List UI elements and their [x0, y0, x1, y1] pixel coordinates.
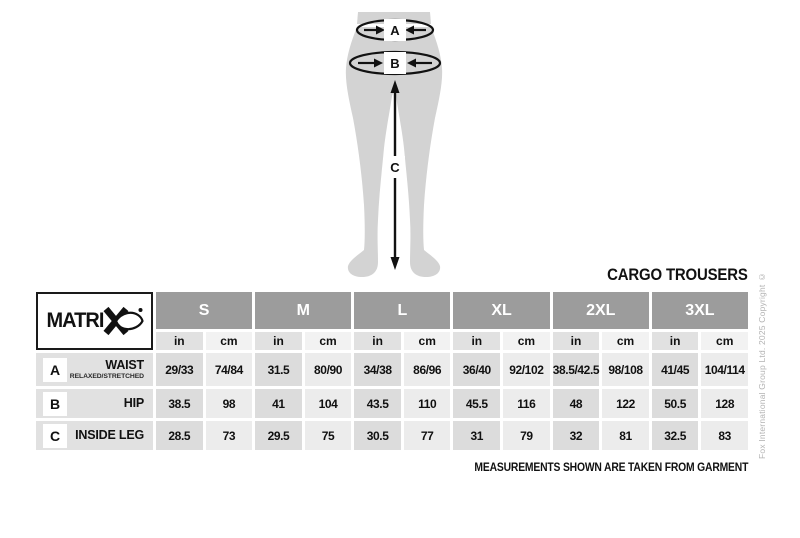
value-cell: 32.5 [652, 421, 699, 450]
row-label-text: INSIDE LEG [75, 427, 144, 442]
unit-header-in: in [553, 332, 600, 350]
measurement-note: MEASUREMENTS SHOWN ARE TAKEN FROM GARMENT [474, 462, 748, 474]
size-header-3xl: 3XL [652, 292, 748, 329]
row-label-wrap [67, 397, 153, 410]
unit-header-cm: cm [305, 332, 352, 350]
row-label-cell-c [36, 421, 153, 450]
value-cell: 30.5 [354, 421, 401, 450]
hip-label: B [390, 56, 400, 71]
value-cell: 50.5 [652, 389, 699, 418]
row-letter-a: A [43, 358, 67, 382]
value-cell: 74/84 [206, 353, 253, 386]
page-title: CARGO TROUSERS [607, 265, 748, 284]
size-header-xl: XL [453, 292, 549, 329]
row-label-text: WAIST [105, 358, 144, 373]
value-cell: 41/45 [652, 353, 699, 386]
value-cell: 80/90 [305, 353, 352, 386]
value-cell: 36/40 [453, 353, 500, 386]
value-cell: 104/114 [701, 353, 748, 386]
value-cell: 83 [701, 421, 748, 450]
inside-leg-arrow-bottom-head [391, 257, 400, 270]
value-cell: 128 [701, 389, 748, 418]
value-cell: 77 [404, 421, 451, 450]
value-cell: 79 [503, 421, 550, 450]
value-cell: 38.5/42.5 [553, 353, 600, 386]
size-header-2xl: 2XL [553, 292, 649, 329]
value-cell: 73 [206, 421, 253, 450]
value-cell: 31 [453, 421, 500, 450]
value-cell: 29/33 [156, 353, 203, 386]
value-cell: 81 [602, 421, 649, 450]
value-cell: 86/96 [404, 353, 451, 386]
value-cell: 43.5 [354, 389, 401, 418]
unit-header-in: in [652, 332, 699, 350]
unit-header-in: in [354, 332, 401, 350]
value-cell: 41 [255, 389, 302, 418]
value-cell: 98 [206, 389, 253, 418]
size-header-s: S [156, 292, 252, 329]
row-label-wrap [67, 359, 153, 379]
waist-label: A [390, 23, 400, 38]
value-cell: 32 [553, 421, 600, 450]
brand-logo-cell [36, 292, 153, 350]
value-cell: 92/102 [503, 353, 550, 386]
unit-header-in: in [156, 332, 203, 350]
value-cell: 104 [305, 389, 352, 418]
unit-header-in: in [453, 332, 500, 350]
value-cell: 48 [553, 389, 600, 418]
unit-header-cm: cm [206, 332, 253, 350]
row-label-wrap [67, 429, 153, 442]
unit-header-cm: cm [701, 332, 748, 350]
row-label-text: HIP [123, 395, 144, 410]
copyright-text: Fox International Group Ltd. 2025 Copyright © [757, 271, 767, 459]
row-label-cell-a [36, 353, 153, 386]
size-table [36, 292, 748, 450]
matrix-logo-text: MATRI [46, 309, 104, 332]
unit-header-cm: cm [503, 332, 550, 350]
row-sublabel-text: RELAXED/STRETCHED [69, 372, 144, 380]
row-letter-c: C [43, 424, 67, 448]
row-label-cell-b [36, 389, 153, 418]
unit-header-cm: cm [404, 332, 451, 350]
value-cell: 31.5 [255, 353, 302, 386]
row-letter-b: B [43, 392, 67, 416]
value-cell: 29.5 [255, 421, 302, 450]
value-cell: 75 [305, 421, 352, 450]
matrix-fish-x-icon [102, 303, 144, 339]
matrix-logo [45, 303, 144, 339]
value-cell: 38.5 [156, 389, 203, 418]
size-header-m: M [255, 292, 351, 329]
value-cell: 116 [503, 389, 550, 418]
size-header-l: L [354, 292, 450, 329]
unit-header-cm: cm [602, 332, 649, 350]
inside-leg-label: C [390, 160, 400, 175]
value-cell: 98/108 [602, 353, 649, 386]
value-cell: 28.5 [156, 421, 203, 450]
unit-header-in: in [255, 332, 302, 350]
value-cell: 122 [602, 389, 649, 418]
value-cell: 45.5 [453, 389, 500, 418]
value-cell: 34/38 [354, 353, 401, 386]
value-cell: 110 [404, 389, 451, 418]
trousers-measurement-diagram [318, 0, 488, 285]
